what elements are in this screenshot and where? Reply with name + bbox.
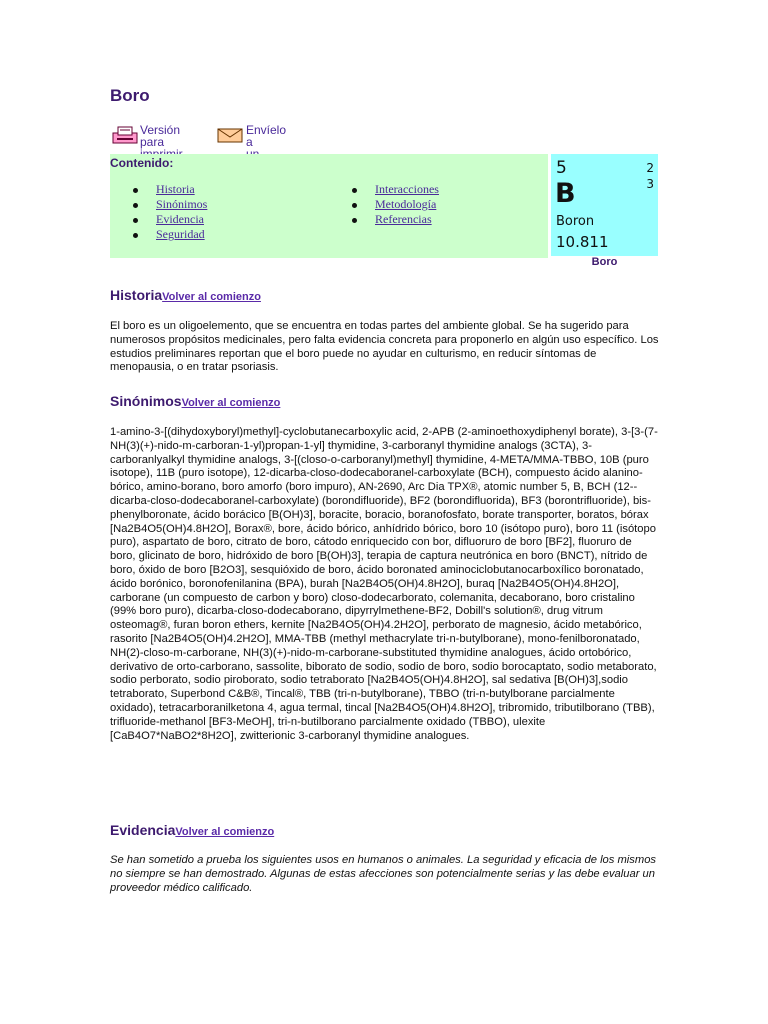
envelope-icon [216, 124, 246, 146]
list-item [329, 212, 439, 227]
toc-link-metodologia[interactable]: Metodología [375, 197, 437, 211]
list-item [110, 197, 207, 212]
printer-icon [110, 124, 140, 146]
section-title: Evidencia [110, 822, 176, 838]
list-item [110, 182, 207, 197]
shell-2: 3 [646, 177, 654, 191]
periodic-element-card [551, 154, 658, 256]
toc-link-interacciones[interactable]: Interacciones [375, 182, 439, 196]
toc-link-referencias[interactable]: Referencias [375, 212, 432, 226]
page-title: Boro [110, 86, 150, 105]
back-to-top-link[interactable]: Volver al comienzo [175, 826, 275, 838]
electron-shells [646, 160, 654, 192]
back-to-top-link[interactable]: Volver al comienzo [181, 397, 281, 409]
contents-heading: Contenido: [110, 156, 174, 170]
list-item [110, 227, 207, 242]
atomic-mass: 10.811 [556, 233, 609, 251]
element-caption: Boro [591, 256, 618, 268]
sinonimos-text: 1-amino-3-[(dihydoxyboryl)methyl]-cyclobutanecarboxylic acid, 2-APB (2-aminoethoxydiphenyl borate), 3-[3-(7-NH(3)(+)-nido-m-carboran-1-yl)propan-1-yl] thymidine, 3-carboranyl thymidine analogs (3CTA), 3-carboranlyalkyl thymidine analogs, 3-[(closo-o-carboranyl)methyl] thymidine, 4-META/MMA-TBBO, 10B (puro isotope), 11B (puro isotope), 12-dicarba-closo-dodecaboranel-carboxylate (BCH), compuesto ácido alanino-bórico, amino-borano, boro amorfo (boro impuro), AN-2690, Arc Dia TPX®, atomic number 5, B, BCH (12--dicarba-closo-dodecaboranel-carboxylate) (borondifluoride), BF2 (borondifluorida), BF3 (borontrifluoride), bis-phenylboronate, ácido borácico [B(OH)3], boracite, boracio, boranofosfato, borate transporter, boratos, bórax [Na2B4O5(OH)4.8H2O], Borax®, bore, ácido bórico, anhídrido bórico, boro 10 (isótopo puro), boro 11 (isótopo puro), aspartato de boro, citrato de boro, cátodo enriquecido con bor, difluoruro de boro [BF2], fluoruro de boro, glicinato de boro, hidróxido de boro [B(OH)3], terapia de captura neutrónica en boro (BNCT), nítrido de boro, óxido de boro [B2O3], sesquióxido de boro, ácido boronated aminociclobutanocarboxílico boronatado, ácido borónico, boronofenilanina (BPA), burah [Na2B4O5(OH)4.8H2O], buraq [Na2B4O5(OH)4.8H2O], carborane (un compuesto de carbon y boro) closo-dodecarborato, colemanita, decaborano, boro cristalino (99% boro puro), dicarba-closo-dodecaborano, dipyrrylmethene-BF2, Dobill's solution®, drug vitrum osteomag®, furan boron ethers, kernite [Na2B4O5(OH)4.2H2O], perborato de magnesio, ácido metabórico, rasorito [Na2B4O5(OH)4.2H2O], MMA-TBB (methyl methacrylate tri-n-butylborane), mono-fenilboronatado, NH(2)-closo-m-carborane, NH(3)(+)-nido-m-carborane-substituted thymidine analogues, ácido ortobórico, derivativo de orto-carborano, sassolite, biborato de sodio, sodio de boro, sodio borocaptato, sodio metaborato, sodio perborato, sodio piroborato, sodio tetraborato [Na2B4O5(OH)4.8H2O], sal sedativa [B(OH)3],sodio tetraborato, Superbond C&B®, Tincal®, TBB (tri-n-butylborane), TBBO (tri-n-butylborane parcialmente oxidado), tetracarboranilketona 4, agua termal, tincal [Na2B4O5(OH)4.8H2O], tribromido, tributilborano (TBB), trifluoride-methanol [BF3-MeOH], tri-n-butilborano parcialmente oxidado (TBBO), ulexite [CaB4O7*NaBO2*8H2O], zwitterionic 3-carboranyl thymidine analogues. [110, 426, 658, 742]
print-label-line-1: Versión para [140, 123, 181, 149]
toc-link-evidencia[interactable]: Evidencia [156, 212, 204, 226]
element-symbol: B [555, 178, 576, 209]
back-to-top-link[interactable]: Volver al comienzo [162, 291, 261, 303]
toc-link-sinonimos[interactable]: Sinónimos [156, 197, 208, 211]
section-title: Sinónimos [110, 393, 182, 409]
element-name: Boron [556, 214, 595, 229]
contents-column-1 [110, 182, 207, 242]
evidencia-text: Se han sometido a prueba los siguientes usos en humanos o animales. La seguridad y eficacia de los mismos no siempre se han demostrado. Algunas de estas afecciones son potencialmente serias y las debe evaluar un proveedor médico calificado. [110, 854, 657, 894]
historia-text: El boro es un oligoelemento, que se encuentra en todas partes del ambiente global. Se ha sugerido para numerosos propósitos medicinales, pero falta evidencia concreta para proponerlo en algún uso específico. Los estudios preliminares reportan que el boro puede no ayudar en culturismo, en reducir síntomas de menopausia, o en tratar psoriasis. [110, 320, 659, 374]
list-item [110, 212, 207, 227]
mail-label-line-1: Envíelo a [246, 123, 287, 149]
table-of-contents [110, 154, 548, 258]
section-title: Historia [110, 287, 163, 303]
list-item [329, 197, 439, 212]
shell-1: 2 [646, 161, 654, 175]
toc-link-seguridad[interactable]: Seguridad [156, 227, 205, 241]
section-heading-sinonimos [110, 393, 280, 409]
list-item [329, 182, 439, 197]
atomic-number: 5 [556, 158, 567, 178]
contents-column-2 [329, 182, 439, 227]
section-heading-historia [110, 287, 261, 303]
section-heading-evidencia [110, 822, 274, 838]
toc-link-historia[interactable]: Historia [156, 182, 195, 196]
